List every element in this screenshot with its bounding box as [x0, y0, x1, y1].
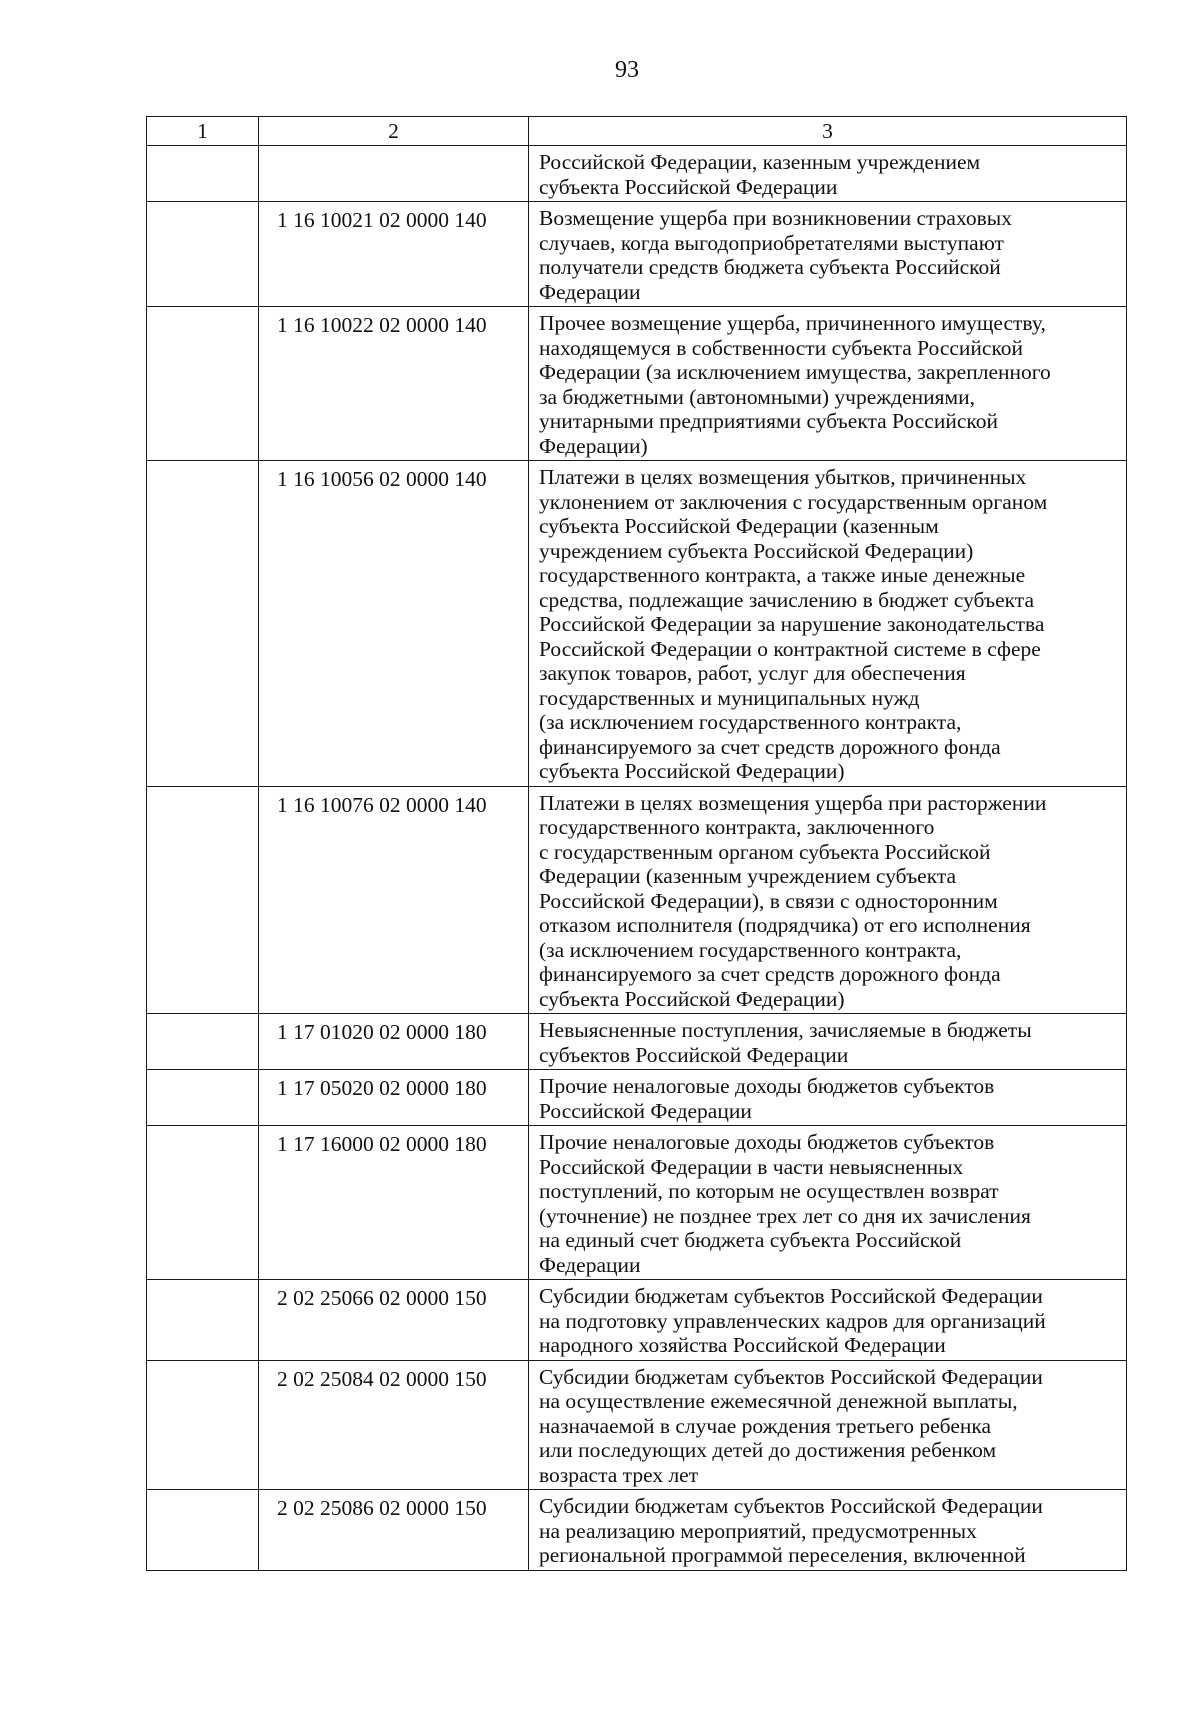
- budget-code-cell: 1 16 10021 02 0000 140: [259, 202, 529, 307]
- description-line: народного хозяйства Российской Федерации: [539, 1333, 946, 1357]
- description-line: Федерации (казенным учреждением субъекта: [539, 864, 957, 888]
- table-row: [147, 1070, 1127, 1126]
- description-line: Возмещение ущерба при возникновении страховых: [539, 206, 1012, 230]
- description-line: закупок товаров, работ, услуг для обеспечения: [539, 661, 966, 685]
- col1-cell: [147, 1070, 259, 1126]
- description-line: на подготовку управленческих кадров для организаций: [539, 1308, 1046, 1333]
- budget-code-cell: 1 17 01020 02 0000 180: [259, 1014, 529, 1070]
- page-number: 93: [615, 57, 639, 83]
- description-cell: [529, 1070, 1127, 1126]
- col1-cell: [147, 307, 259, 461]
- description-cell: [529, 1280, 1127, 1361]
- description-line: субъекта Российской Федерации): [539, 986, 845, 1011]
- description-line: Федерации: [539, 1252, 641, 1277]
- description-line: Федерации): [539, 433, 648, 458]
- col1-cell: [147, 786, 259, 1014]
- table-row: [147, 307, 1127, 461]
- description-cell: [529, 1126, 1127, 1280]
- description-line: на осуществление ежемесячной денежной выплаты,: [539, 1389, 1018, 1413]
- table-row: [147, 786, 1127, 1014]
- description-line: субъекта Российской Федерации (казенным: [539, 514, 939, 538]
- description-cell: [529, 1360, 1127, 1490]
- col1-cell: [147, 202, 259, 307]
- description-line: учреждением субъекта Российской Федерации): [539, 538, 974, 563]
- description-line: находящемуся в собственности субъекта Российской: [539, 335, 1024, 360]
- table-row: [147, 202, 1127, 307]
- table-row: [147, 1014, 1127, 1070]
- description-line: поступлений, по которым не осуществлен возврат: [539, 1179, 999, 1203]
- budget-code-cell: 1 16 10056 02 0000 140: [259, 461, 529, 787]
- table-row: [147, 1360, 1127, 1490]
- budget-code-cell: 2 02 25086 02 0000 150: [259, 1490, 529, 1571]
- description-line: субъектов Российской Федерации: [539, 1042, 849, 1067]
- description-line: Субсидии бюджетам субъектов Российской Федерации: [539, 1364, 1043, 1389]
- description-line: Невыясненные поступления, зачисляемые в бюджеты: [539, 1018, 1032, 1042]
- table-row: [147, 146, 1127, 202]
- budget-code-cell: 1 16 10076 02 0000 140: [259, 786, 529, 1014]
- description-cell: [529, 461, 1127, 787]
- description-line: Прочие неналоговые доходы бюджетов субъектов: [539, 1074, 995, 1098]
- description-line: уклонением от заключения с государственным органом: [539, 489, 1048, 514]
- description-line: финансируемого за счет средств дорожного фонда: [539, 734, 1001, 759]
- description-line: получатели средств бюджета субъекта Российской: [539, 255, 1001, 279]
- table-header-row: [147, 117, 1127, 146]
- header-col-2: 2: [259, 117, 529, 146]
- description-line: отказом исполнителя (подрядчика) от его исполнения: [539, 913, 1031, 937]
- description-line: Российской Федерации о контрактной системе в сфере: [539, 636, 1041, 661]
- description-line: (за исключением государственного контракта,: [539, 937, 962, 962]
- budget-code-cell: 1 16 10022 02 0000 140: [259, 307, 529, 461]
- header-col-3: 3: [529, 117, 1127, 146]
- description-line: унитарными предприятиями субъекта Российской: [539, 409, 999, 433]
- budget-code-cell: [259, 146, 529, 202]
- budget-code-cell: 1 17 16000 02 0000 180: [259, 1126, 529, 1280]
- col1-cell: [147, 146, 259, 202]
- budget-code-cell: 2 02 25084 02 0000 150: [259, 1360, 529, 1490]
- description-cell: [529, 202, 1127, 307]
- header-col-1: 1: [147, 117, 259, 146]
- description-line: Российской Федерации за нарушение законодательства: [539, 612, 1045, 636]
- description-line: Федерации (за исключением имущества, закрепленного: [539, 360, 1051, 384]
- col1-cell: [147, 461, 259, 787]
- description-cell: [529, 1014, 1127, 1070]
- description-line: субъекта Российской Федерации: [539, 174, 838, 199]
- description-line: на единый счет бюджета субъекта Российской: [539, 1228, 962, 1252]
- description-line: Прочее возмещение ущерба, причиненного имуществу,: [539, 311, 1046, 335]
- budget-code-cell: 2 02 25066 02 0000 150: [259, 1280, 529, 1361]
- description-line: или последующих детей до достижения ребенком: [539, 1438, 997, 1462]
- description-cell: [529, 146, 1127, 202]
- description-line: Российской Федерации: [539, 1098, 752, 1123]
- description-line: назначаемой в случае рождения третьего ребенка: [539, 1413, 992, 1438]
- table-body: [147, 146, 1127, 1571]
- table-row: [147, 1490, 1127, 1571]
- description-line: государственных и муниципальных нужд: [539, 685, 920, 710]
- description-line: финансируемого за счет средств дорожного фонда: [539, 962, 1001, 986]
- description-line: Субсидии бюджетам субъектов Российской Федерации: [539, 1494, 1043, 1518]
- description-line: средства, подлежащие зачислению в бюджет субъекта: [539, 587, 1034, 612]
- description-line: субъекта Российской Федерации): [539, 759, 845, 783]
- description-cell: [529, 786, 1127, 1014]
- budget-code-cell: 1 17 05020 02 0000 180: [259, 1070, 529, 1126]
- description-line: государственного контракта, заключенного: [539, 815, 935, 839]
- description-line: Платежи в целях возмещения убытков, причиненных: [539, 465, 1027, 489]
- description-line: случаев, когда выгодоприобретателями выступают: [539, 230, 1004, 255]
- description-line: Федерации: [539, 279, 641, 304]
- description-line: Платежи в целях возмещения ущерба при расторжении: [539, 790, 1047, 815]
- description-line: (уточнение) не позднее трех лет со дня их зачисления: [539, 1203, 1031, 1228]
- description-line: Субсидии бюджетам субъектов Российской Федерации: [539, 1284, 1043, 1308]
- table-row: [147, 461, 1127, 787]
- description-line: Российской Федерации), в связи с односторонним: [539, 888, 998, 913]
- col1-cell: [147, 1014, 259, 1070]
- description-line: возраста трех лет: [539, 1462, 699, 1487]
- description-line: с государственным органом субъекта Российской: [539, 839, 991, 864]
- table-row: [147, 1280, 1127, 1361]
- description-line: Прочие неналоговые доходы бюджетов субъектов: [539, 1130, 995, 1154]
- description-line: на реализацию мероприятий, предусмотренных: [539, 1518, 977, 1543]
- description-cell: [529, 1490, 1127, 1571]
- col1-cell: [147, 1490, 259, 1571]
- table-row: [147, 1126, 1127, 1280]
- description-line: за бюджетными (автономными) учреждениями,: [539, 384, 976, 409]
- description-line: Российской Федерации в части невыясненных: [539, 1154, 964, 1179]
- description-line: Российской Федерации, казенным учреждением: [539, 150, 981, 174]
- budget-codes-table: [146, 116, 1127, 1571]
- description-line: региональной программой переселения, включенной: [539, 1543, 1026, 1567]
- description-cell: [529, 307, 1127, 461]
- col1-cell: [147, 1126, 259, 1280]
- col1-cell: [147, 1280, 259, 1361]
- description-line: (за исключением государственного контракта,: [539, 710, 962, 734]
- col1-cell: [147, 1360, 259, 1490]
- description-line: государственного контракта, а также иные денежные: [539, 563, 1026, 587]
